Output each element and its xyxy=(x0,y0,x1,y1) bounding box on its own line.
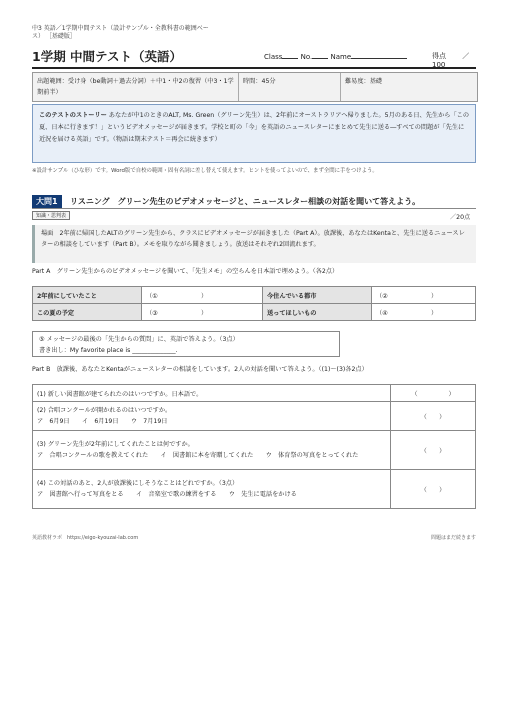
question-5-prompt: ⑤ メッセージの最後の「先生からの質問」に、英語で答えよう。（3点） xyxy=(39,336,239,343)
time-cell: 時間：45分 xyxy=(239,73,341,101)
memo-answer-4[interactable]: （④ ） xyxy=(372,304,476,321)
score-field: 得点 ／100 xyxy=(432,52,470,69)
skill-tag: 知識・思判表 xyxy=(32,211,70,220)
memo-label: この夏の予定 xyxy=(33,304,142,321)
memo-answer-2[interactable]: （② ） xyxy=(372,287,476,304)
answer-cell[interactable]: （ ） xyxy=(391,431,476,470)
table-row xyxy=(33,431,476,470)
table-row xyxy=(33,470,476,509)
table-row xyxy=(33,385,476,402)
memo-label: 2年前にしていたこと xyxy=(33,287,142,304)
level-cell: 難易度：基礎 xyxy=(345,78,383,85)
header-line-1: 中3 英語／1学期中間テスト（設計サンプル・全教科書の範囲ベー xyxy=(32,25,209,32)
page-title: 1学期 中間テスト（英語） xyxy=(32,49,183,64)
answer-cell[interactable]: （ ） xyxy=(391,385,476,402)
scene-box: 場面 2年前に帰国したALTのグリーン先生から、クラスにビデオメッセージが届きました（Part A）。放課後、あなたはKentaと、先生に送るニュースレターの相談をしています（Part B）。メモを取りながら聞きましょう。放送はそれぞれ2回流れます。 xyxy=(32,225,476,263)
scope-cell: 出題範囲：受け身（be動詞＋過去分詞）＋中1・中2の復習（中3・1学期前半） xyxy=(33,73,239,101)
part-b-question-2: (2) 合唱コンクールが開かれるのはいつですか。 ア 6月9日 イ 6月19日 ウ 7月19日 xyxy=(33,402,391,431)
story-text: あなたが中1のときのALT, Ms. Green（グリーン先生）は、2年前にオーストラリアへ帰りました。5月のある日、先生から「この夏、日本に行きます！」というビデオメッセージが届きます。学校と町の「今」を英語のニュースレターにまとめて先生に送る―すべての問題が「先生に近況を届ける英語」です。（物語は期末テスト＝再会に続きます） xyxy=(39,112,470,143)
question-5-box[interactable] xyxy=(32,331,340,357)
footer xyxy=(32,534,476,541)
question-1-header xyxy=(32,195,476,209)
question-title: リスニング グリーン先生のビデオメッセージと、ニュースレター相談の対話を聞いて答えよう。 xyxy=(70,197,421,206)
part-b-instruction: Part B 放課後、あなたとKentaがニュースレターの相談をしています。2人の対話を聞いて答えよう。（(1)～(3)各2点） xyxy=(32,366,368,373)
answer-cell[interactable]: （ ） xyxy=(391,402,476,431)
memo-label: 今住んでいる都市 xyxy=(263,287,372,304)
footer-continue: 問題はまだ続きます xyxy=(430,535,476,541)
footer-site: 英語教材ラボ https://eigo-kyouzai-lab.com xyxy=(32,535,139,541)
header-line-2: ス） ［基礎版］ xyxy=(32,33,76,40)
question-5-answer-line: 書き出し：My favorite place is ______________. xyxy=(39,347,178,354)
part-b-question-4: (4) この対話のあと、2人が放課後にしそうなことはどれですか。（3点） ア 図書館へ行って写真をとる イ 音楽室で歌の練習をする ウ 先生に電話をかける xyxy=(33,470,391,509)
title-row xyxy=(32,47,476,69)
memo-table xyxy=(32,286,476,321)
answer-cell[interactable]: （ ） xyxy=(391,470,476,509)
memo-answer-3[interactable]: （③ ） xyxy=(142,304,263,321)
part-a-instruction: Part A グリーン先生からのビデオメッセージを聞いて、「先生メモ」の空らんを日本語で埋めよう。（各2点） xyxy=(32,268,339,275)
memo-row xyxy=(33,304,476,321)
design-note: ※設計サンプル（ひな形）です。Word版で自校の範囲・固有名詞に差し替えて使えます。ヒントを使ってよいので、まず全問に手をつけよう。 xyxy=(32,168,378,174)
question-points: ／20点 xyxy=(450,214,471,221)
table-row xyxy=(33,402,476,431)
story-heading: このテストのストーリー xyxy=(39,112,107,119)
class-field[interactable]: Class No. Name xyxy=(264,51,407,61)
story-box xyxy=(32,104,476,163)
part-b-question-1: (1) 新しい図書館が建てられたのはいつですか。日本語で。 xyxy=(33,385,391,402)
header-subtitle xyxy=(32,25,362,41)
info-box xyxy=(32,72,478,102)
memo-label: 送ってほしいもの xyxy=(263,304,372,321)
memo-row xyxy=(33,287,476,304)
memo-answer-1[interactable]: （① ） xyxy=(142,287,263,304)
part-b-question-3: (3) グリーン先生が2年前にしてくれたことは何ですか。 ア 合唱コンクールの歌を教えてくれた イ 図書館に本を寄贈してくれた ウ 体育祭の写真をとってくれた xyxy=(33,431,391,470)
question-number: 大問1 xyxy=(32,195,62,208)
part-b-table xyxy=(32,384,476,509)
